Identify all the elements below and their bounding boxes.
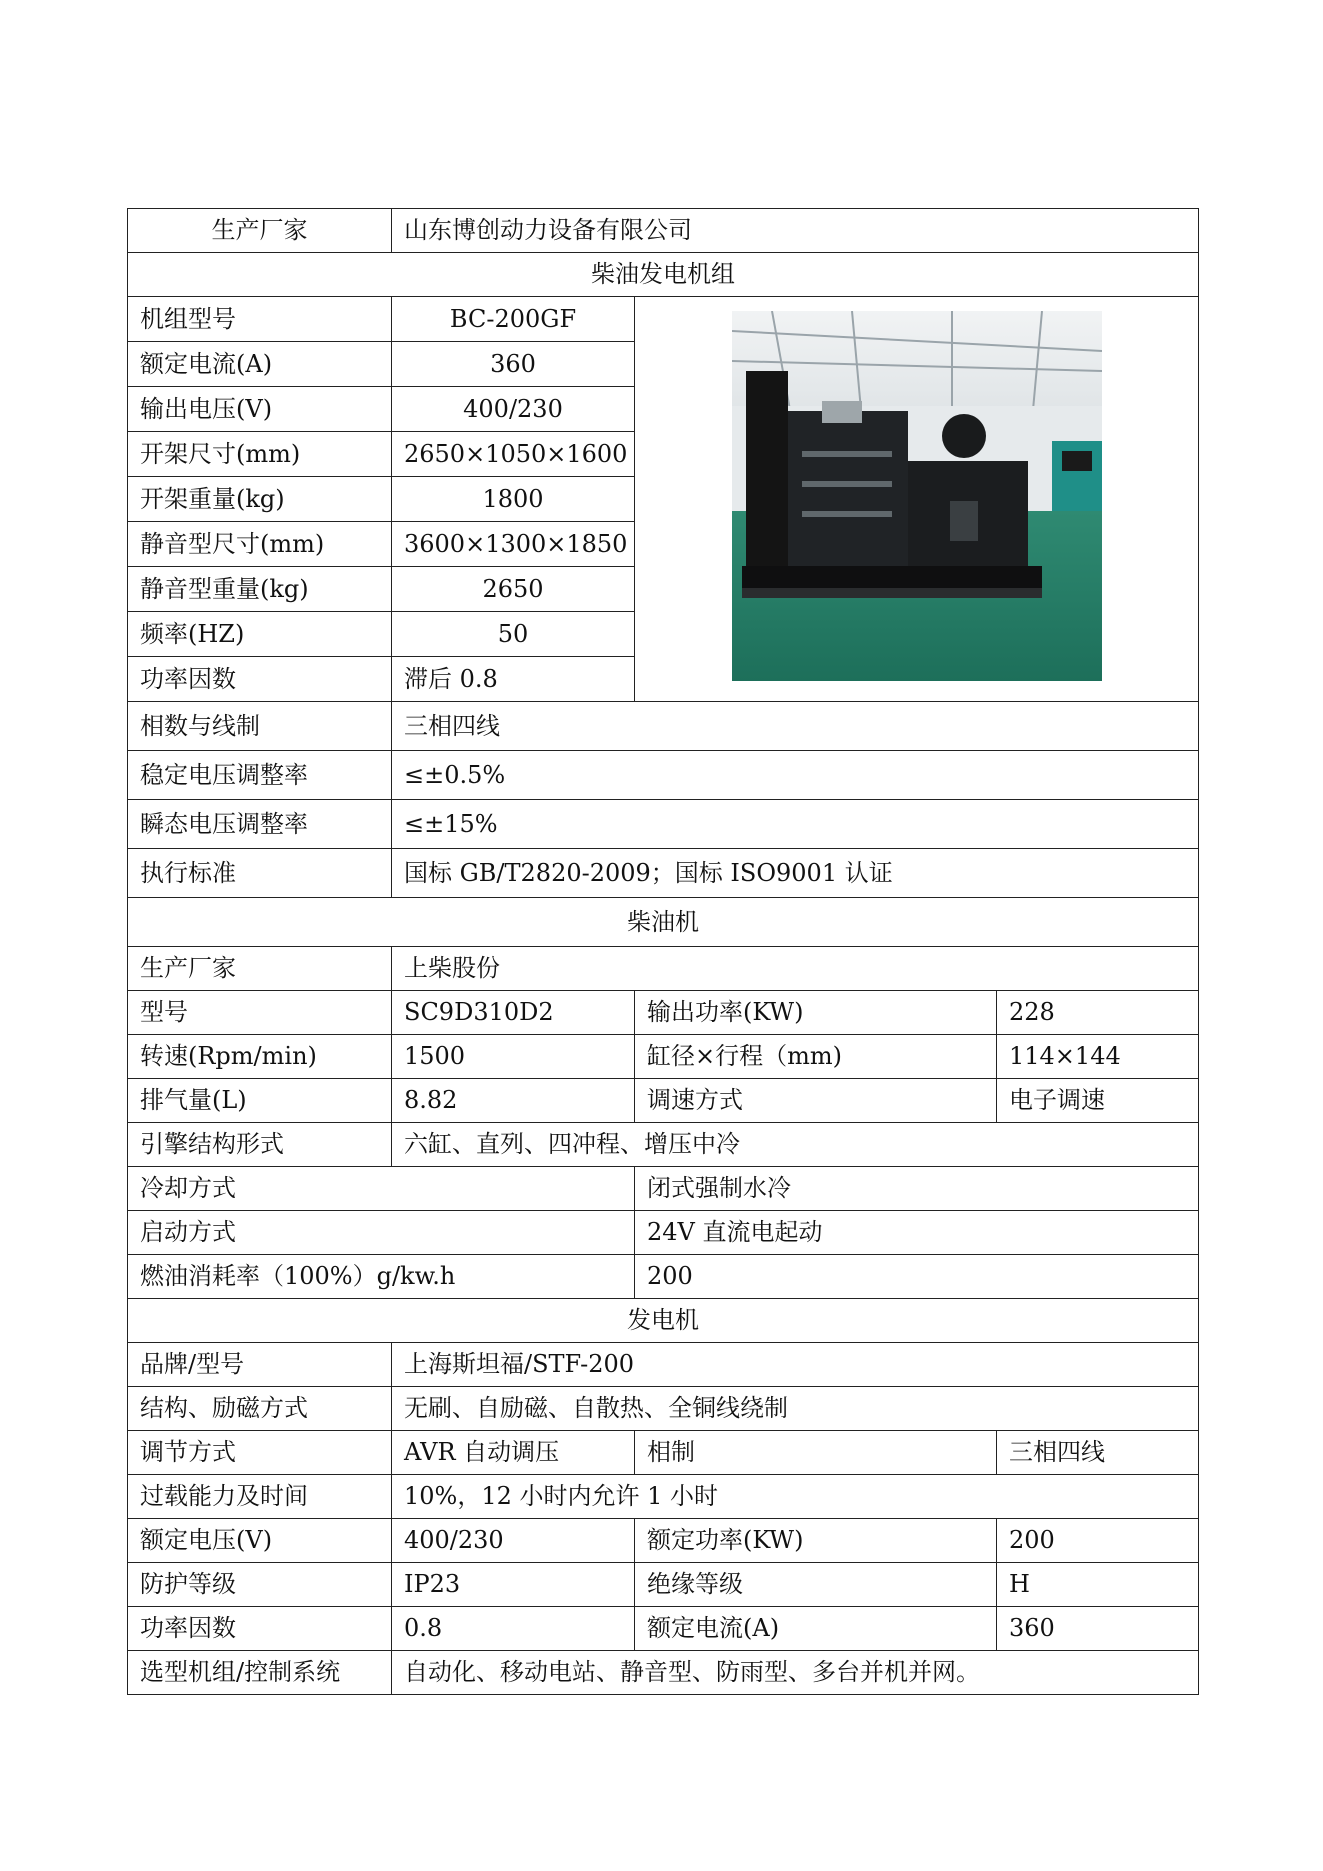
engine-quad-row	[128, 1079, 1199, 1123]
genset-value: 400/230	[392, 387, 635, 432]
genset-value: 1800	[392, 477, 635, 522]
engine-maker-label: 生产厂家	[128, 947, 392, 991]
alternator-label: 相制	[635, 1431, 997, 1475]
alternator-overload-value: 10%，12 小时内允许 1 小时	[392, 1475, 1199, 1519]
engine-half-label: 燃油消耗率（100%）g/kw.h	[128, 1255, 635, 1299]
genset-label: 功率因数	[128, 657, 392, 702]
section-title-engine: 柴油机	[128, 898, 1199, 947]
genset-value: BC-200GF	[392, 297, 635, 342]
manufacturer-label: 生产厂家	[128, 209, 392, 253]
engine-quad-row	[128, 991, 1199, 1035]
alternator-value: 360	[997, 1607, 1199, 1651]
alternator-value: 三相四线	[997, 1431, 1199, 1475]
engine-value: SC9D310D2	[392, 991, 635, 1035]
engine-label: 排气量(L)	[128, 1079, 392, 1123]
section-title-alternator: 发电机	[128, 1299, 1199, 1343]
alternator-options-value: 自动化、移动电站、静音型、防雨型、多台并机并网。	[392, 1651, 1199, 1695]
engine-half-label: 启动方式	[128, 1211, 635, 1255]
engine-value: 114×144	[997, 1035, 1199, 1079]
genset-wide-value: ≤±0.5%	[392, 751, 1199, 800]
genset-value: 2650	[392, 567, 635, 612]
genset-wide-value: ≤±15%	[392, 800, 1199, 849]
engine-structure-label: 引擎结构形式	[128, 1123, 392, 1167]
engine-half-value: 200	[635, 1255, 1199, 1299]
genset-wide-value: 三相四线	[392, 702, 1199, 751]
manufacturer-row	[128, 209, 1199, 253]
engine-value: 8.82	[392, 1079, 635, 1123]
genset-value: 滞后 0.8	[392, 657, 635, 702]
genset-label: 机组型号	[128, 297, 392, 342]
generator-photo-image	[732, 311, 1102, 681]
alternator-quad-row	[128, 1607, 1199, 1651]
engine-label: 输出功率(KW)	[635, 991, 997, 1035]
engine-half-row	[128, 1255, 1199, 1299]
alternator-value: 400/230	[392, 1519, 635, 1563]
alternator-overload-row	[128, 1475, 1199, 1519]
section-header-alternator	[128, 1299, 1199, 1343]
alternator-value: 200	[997, 1519, 1199, 1563]
genset-label: 静音型重量(kg)	[128, 567, 392, 612]
generator-photo	[732, 311, 1102, 681]
alternator-label: 防护等级	[128, 1563, 392, 1607]
alternator-value: IP23	[392, 1563, 635, 1607]
engine-maker-row	[128, 947, 1199, 991]
genset-label: 开架重量(kg)	[128, 477, 392, 522]
alternator-label: 额定电流(A)	[635, 1607, 997, 1651]
genset-wide-value: 国标 GB/T2820-2009；国标 ISO9001 认证	[392, 849, 1199, 898]
genset-label: 输出电压(V)	[128, 387, 392, 432]
genset-value: 2650×1050×1600	[392, 432, 635, 477]
section-header-engine	[128, 898, 1199, 947]
genset-label: 频率(HZ)	[128, 612, 392, 657]
engine-structure-value: 六缸、直列、四冲程、增压中冷	[392, 1123, 1199, 1167]
genset-value: 3600×1300×1850	[392, 522, 635, 567]
genset-wide-row	[128, 702, 1199, 751]
genset-wide-label: 执行标准	[128, 849, 392, 898]
genset-wide-row	[128, 751, 1199, 800]
engine-quad-row	[128, 1035, 1199, 1079]
alternator-quad-row	[128, 1519, 1199, 1563]
engine-value: 电子调速	[997, 1079, 1199, 1123]
engine-half-value: 闭式强制水冷	[635, 1167, 1199, 1211]
engine-label: 缸径×行程（mm)	[635, 1035, 997, 1079]
alternator-label: 额定功率(KW)	[635, 1519, 997, 1563]
engine-label: 转速(Rpm/min)	[128, 1035, 392, 1079]
alternator-value: H	[997, 1563, 1199, 1607]
genset-wide-row	[128, 800, 1199, 849]
engine-half-value: 24V 直流电起动	[635, 1211, 1199, 1255]
alternator-excitation-value: 无刷、自励磁、自散热、全铜线绕制	[392, 1387, 1199, 1431]
alternator-excitation-row	[128, 1387, 1199, 1431]
alternator-overload-label: 过载能力及时间	[128, 1475, 392, 1519]
engine-half-label: 冷却方式	[128, 1167, 635, 1211]
engine-maker-value: 上柴股份	[392, 947, 1199, 991]
alternator-value: AVR 自动调压	[392, 1431, 635, 1475]
genset-wide-row	[128, 849, 1199, 898]
engine-value: 1500	[392, 1035, 635, 1079]
genset-wide-label: 相数与线制	[128, 702, 392, 751]
spec-table	[127, 208, 1199, 1695]
alternator-options-label: 选型机组/控制系统	[128, 1651, 392, 1695]
engine-label: 型号	[128, 991, 392, 1035]
section-header-genset	[128, 253, 1199, 297]
alternator-quad-row	[128, 1563, 1199, 1607]
alternator-label: 额定电压(V)	[128, 1519, 392, 1563]
alternator-label: 功率因数	[128, 1607, 392, 1651]
genset-row	[128, 297, 1199, 342]
engine-label: 调速方式	[635, 1079, 997, 1123]
genset-wide-label: 瞬态电压调整率	[128, 800, 392, 849]
engine-half-row	[128, 1167, 1199, 1211]
genset-photo-cell	[635, 297, 1199, 702]
genset-value: 360	[392, 342, 635, 387]
alternator-label: 绝缘等级	[635, 1563, 997, 1607]
alternator-value: 0.8	[392, 1607, 635, 1651]
manufacturer-value: 山东博创动力设备有限公司	[392, 209, 1199, 253]
alternator-brand-row	[128, 1343, 1199, 1387]
genset-label: 额定电流(A)	[128, 342, 392, 387]
alternator-excitation-label: 结构、励磁方式	[128, 1387, 392, 1431]
alternator-brand-label: 品牌/型号	[128, 1343, 392, 1387]
alternator-label: 调节方式	[128, 1431, 392, 1475]
engine-value: 228	[997, 991, 1199, 1035]
genset-label: 开架尺寸(mm)	[128, 432, 392, 477]
genset-value: 50	[392, 612, 635, 657]
section-title-genset: 柴油发电机组	[128, 253, 1199, 297]
engine-half-row	[128, 1211, 1199, 1255]
genset-wide-label: 稳定电压调整率	[128, 751, 392, 800]
alternator-regulation-row	[128, 1431, 1199, 1475]
engine-structure-row	[128, 1123, 1199, 1167]
genset-label: 静音型尺寸(mm)	[128, 522, 392, 567]
alternator-brand-value: 上海斯坦福/STF-200	[392, 1343, 1199, 1387]
alternator-options-row	[128, 1651, 1199, 1695]
